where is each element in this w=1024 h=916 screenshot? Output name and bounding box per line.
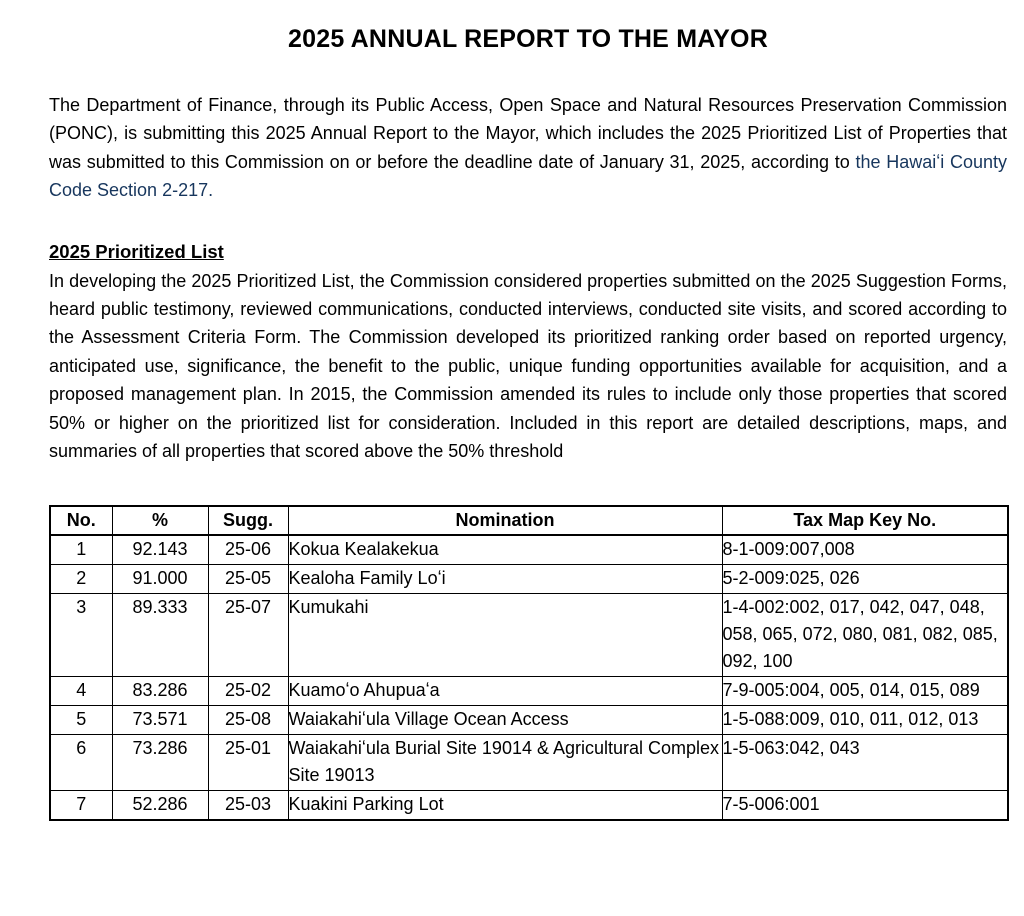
cell-sugg: 25-07 bbox=[208, 594, 288, 677]
cell-nomination: Waiakahiʻula Village Ocean Access bbox=[288, 706, 722, 735]
header-percent: % bbox=[112, 506, 208, 535]
header-no: No. bbox=[50, 506, 112, 535]
cell-no: 1 bbox=[50, 535, 112, 565]
page-title: 2025 ANNUAL REPORT TO THE MAYOR bbox=[288, 25, 768, 53]
table-row bbox=[50, 791, 1008, 821]
cell-tax-map-key: 1-4-002:002, 017, 042, 047, 048, 058, 065, 072, 080, 081, 082, 085, 092, 100 bbox=[722, 594, 1008, 677]
cell-tax-map-key: 1-5-063:042, 043 bbox=[722, 735, 1008, 791]
county-code-link[interactable]: the Hawaiʻi County Code Section 2-217. bbox=[49, 151, 1007, 201]
intro-text: The Department of Finance, through its Public Access, Open Space and Natural Resources Preservation Commission (PONC), is submitting this 2025 Annual Report to the Mayor, which includes the 2025 Prioritized List of Properties that was submitted to this Commission on or before the deadline date of January 31, 2025, according to bbox=[49, 95, 1007, 172]
prioritized-list-table bbox=[49, 505, 1009, 821]
cell-percent: 89.333 bbox=[112, 594, 208, 677]
cell-no: 2 bbox=[50, 565, 112, 594]
cell-sugg: 25-01 bbox=[208, 735, 288, 791]
cell-percent: 92.143 bbox=[112, 535, 208, 565]
cell-sugg: 25-06 bbox=[208, 535, 288, 565]
cell-tax-map-key: 7-9-005:004, 005, 014, 015, 089 bbox=[722, 677, 1008, 706]
cell-nomination: Kokua Kealakekua bbox=[288, 535, 722, 565]
cell-nomination: Waiakahiʻula Burial Site 19014 & Agricultural Complex Site 19013 bbox=[288, 735, 722, 791]
cell-sugg: 25-05 bbox=[208, 565, 288, 594]
section-paragraph: In developing the 2025 Prioritized List, the Commission considered properties submitted on the 2025 Suggestion Forms, heard public testimony, reviewed communications, conducted interviews, conducted site visits, and scored according to the Assessment Criteria Form. The Commission developed its prioritized ranking order based on reported urgency, anticipated use, significance, the benefit to the public, unique funding opportunities available for acquisition, and a proposed management plan. In 2015, the Commission amended its rules to include only those properties that scored 50% or higher on the prioritized list for consideration. Included in this report are detailed descriptions, maps, and summaries of all properties that scored above the 50% threshold bbox=[49, 270, 1007, 462]
cell-no: 4 bbox=[50, 677, 112, 706]
cell-sugg: 25-08 bbox=[208, 706, 288, 735]
header-tax-map-key: Tax Map Key No. bbox=[722, 506, 1008, 535]
cell-percent: 73.286 bbox=[112, 735, 208, 791]
cell-percent: 52.286 bbox=[112, 791, 208, 821]
cell-sugg: 25-03 bbox=[208, 791, 288, 821]
cell-tax-map-key: 7-5-006:001 bbox=[722, 791, 1008, 821]
table-row bbox=[50, 594, 1008, 677]
cell-sugg: 25-02 bbox=[208, 677, 288, 706]
table-row bbox=[50, 735, 1008, 791]
intro-paragraph bbox=[49, 91, 1007, 205]
cell-percent: 73.571 bbox=[112, 706, 208, 735]
table-row bbox=[50, 565, 1008, 594]
cell-no: 6 bbox=[50, 735, 112, 791]
cell-no: 7 bbox=[50, 791, 112, 821]
cell-nomination: Kuakini Parking Lot bbox=[288, 791, 722, 821]
cell-nomination: Kumukahi bbox=[288, 594, 722, 677]
header-nomination: Nomination bbox=[288, 506, 722, 535]
cell-nomination: Kuamoʻo Ahupuaʻa bbox=[288, 677, 722, 706]
cell-tax-map-key: 8-1-009:007,008 bbox=[722, 535, 1008, 565]
cell-tax-map-key: 1-5-088:009, 010, 011, 012, 013 bbox=[722, 706, 1008, 735]
cell-no: 5 bbox=[50, 706, 112, 735]
table-row bbox=[50, 677, 1008, 706]
cell-percent: 83.286 bbox=[112, 677, 208, 706]
section-heading: 2025 Prioritized List bbox=[49, 240, 224, 262]
header-sugg: Sugg. bbox=[208, 506, 288, 535]
table-row bbox=[50, 706, 1008, 735]
table-row bbox=[50, 535, 1008, 565]
cell-tax-map-key: 5-2-009:025, 026 bbox=[722, 565, 1008, 594]
table-header-row bbox=[50, 506, 1008, 535]
cell-no: 3 bbox=[50, 594, 112, 677]
cell-percent: 91.000 bbox=[112, 565, 208, 594]
cell-nomination: Kealoha Family Loʻi bbox=[288, 565, 722, 594]
